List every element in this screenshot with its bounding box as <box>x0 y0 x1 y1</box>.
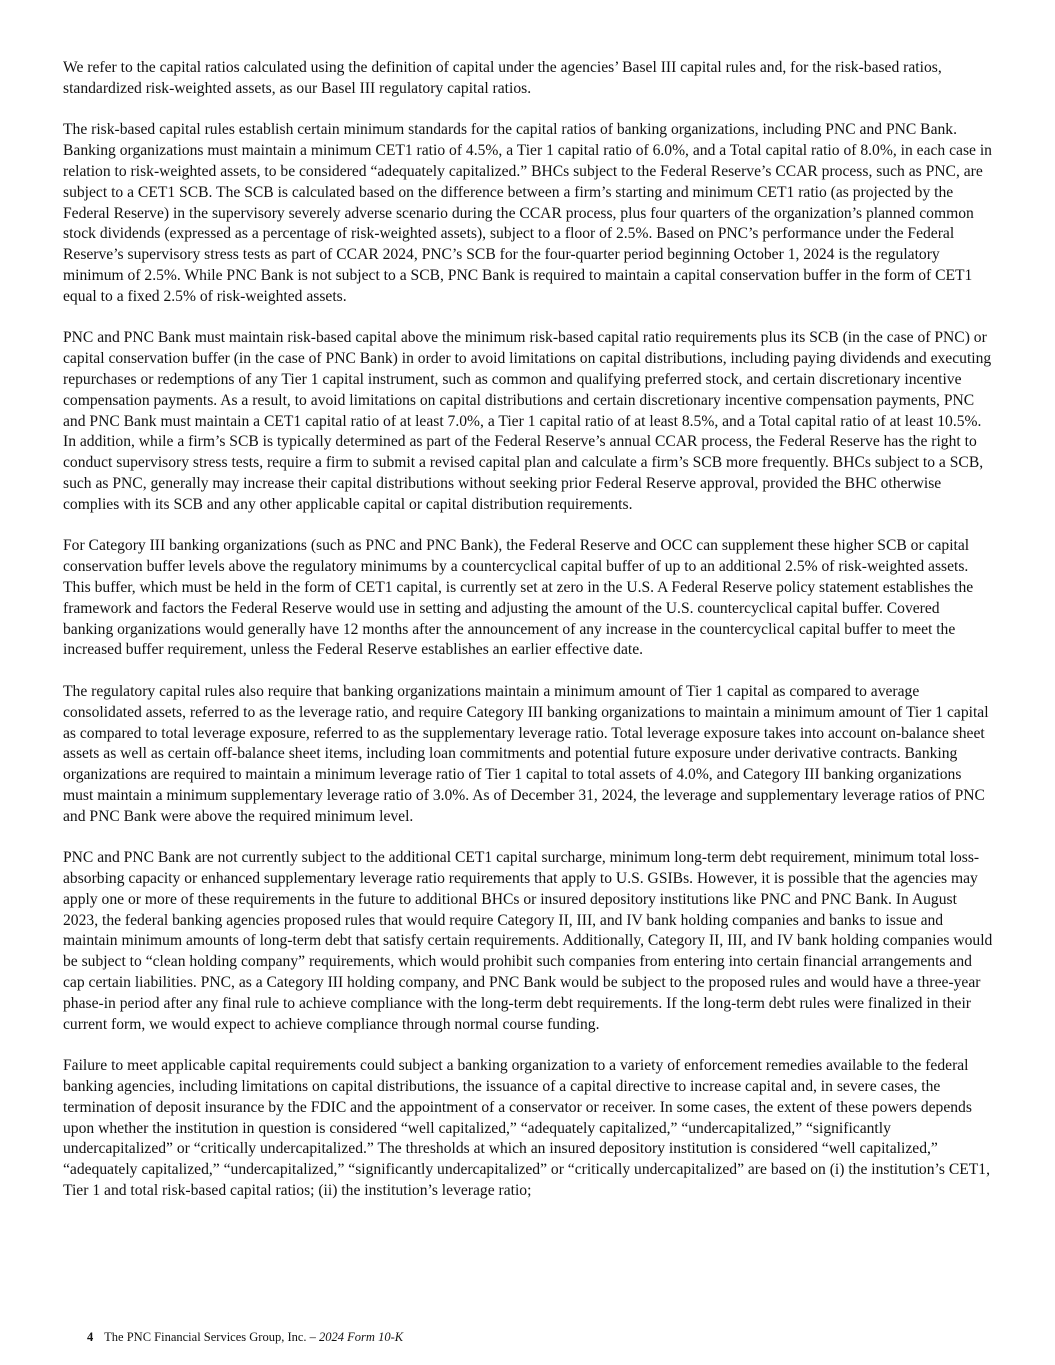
paragraph-capital-distribution-limits: PNC and PNC Bank must maintain risk-based capital above the minimum risk-based capital ratio requirements plus its SCB (in the case of PNC) or capital conservation buffer (in the case of PNC Bank) in order to avoid limitations on capital distributions, including paying dividends and executing repurchases or redemptions of any Tier 1 capital instrument, such as common and qualifying preferred stock, and certain discretionary incentive compensation payments. As a result, to avoid limitations on capital distributions and certain discretionary incentive compensation payments, PNC and PNC Bank must maintain a CET1 capital ratio of at least 7.0%, a Tier 1 capital ratio of at least 8.5%, and a Total capital ratio of at least 10.5%. In addition, while a firm’s SCB is typically determined as part of the Federal Reserve’s annual CCAR process, the Federal Reserve has the right to conduct supervisory stress tests, require a firm to submit a revised capital plan and calculate a firm’s SCB more frequently. BHCs subject to a SCB, such as PNC, generally may increase their capital distributions without seeking prior Federal Reserve approval, provided the BHC otherwise complies with its SCB and any other applicable capital or capital distribution requirements. <box>63 329 992 513</box>
paragraph-countercyclical-buffer: For Category III banking organizations (such as PNC and PNC Bank), the Federal Reserve and OCC can supplement these higher SCB or capital conservation buffer levels above the regulatory minimums by a countercyclical capital buffer of up to an additional 2.5% of risk-weighted assets. This buffer, which must be held in the form of CET1 capital, is currently set at zero in the U.S. A Federal Reserve policy statement establishes the framework and factors the Federal Reserve would use in setting and adjusting the amount of the U.S. countercyclical capital buffer. Covered banking organizations would generally have 12 months after the announcement of any increase in the countercyclical capital buffer to meet the increased buffer requirement, unless the Federal Reserve establishes an earlier effective date. <box>63 537 974 659</box>
document-body <box>63 58 993 1223</box>
paragraph-capital-ratios-definition: We refer to the capital ratios calculated using the definition of capital under the agencies’ Basel III capital rules and, for the risk-based ratios, standardized risk-weighted assets, as our Basel III regulatory capital ratios. <box>63 59 942 97</box>
paragraph-enforcement-remedies: Failure to meet applicable capital requirements could subject a banking organization to a variety of enforcement remedies available to the federal banking agencies, including limitations on capital distributions, the issuance of a capital directive to increase capital and, in severe cases, the termination of deposit insurance by the FDIC and the appointment of a conservator or receiver. In some cases, the extent of these powers depends upon whether the institution in question is considered “well capitalized,” “adequately capitalized,” “undercapitalized,” “significantly undercapitalized” or “critically undercapitalized.” The thresholds at which an insured depository institution is considered “well capitalized,” “adequately capitalized,” “undercapitalized,” “significantly undercapitalized” or “critically undercapitalized” are based on (i) the institution’s CET1, Tier 1 and total risk-based capital ratios; (ii) the institution’s leverage ratio; <box>63 1057 990 1200</box>
paragraph-leverage-ratio: The regulatory capital rules also require that banking organizations maintain a minimum amount of Tier 1 capital as compared to average consolidated assets, referred to as the leverage ratio, and require Category III banking organizations to maintain a minimum amount of Tier 1 capital as compared to total leverage exposure, referred to as the supplementary leverage ratio. Total leverage exposure takes into account on-balance sheet assets as well as certain off-balance sheet items, including loan commitments and potential future exposure under derivative contracts. Banking organizations are required to maintain a minimum leverage ratio of Tier 1 capital to total assets of 4.0%, and Category III banking organizations must maintain a minimum supplementary leverage ratio of 3.0%. As of December 31, 2024, the leverage and supplementary leverage ratios of PNC and PNC Bank were above the required minimum level. <box>63 682 989 825</box>
footer-form-name: 2024 Form 10-K <box>319 1330 404 1344</box>
paragraph-risk-based-capital-rules: The risk-based capital rules establish certain minimum standards for the capital ratios of banking organizations, including PNC and PNC Bank. Banking organizations must maintain a minimum CET1 ratio of 4.5%, a Tier 1 capital ratio of 6.0%, and a Total capital ratio of 8.0%, in each case in relation to risk-weighted assets, to be considered “adequately capitalized.” BHCs subject to the Federal Reserve’s CCAR process, such as PNC, are subject to a CET1 SCB. The SCB is calculated based on the difference between a firm’s starting and minimum CET1 ratio (as projected by the Federal Reserve) in the supervisory severely adverse scenario during the CCAR process, plus four quarters of the organization’s planned common stock dividends (expressed as a percentage of risk-weighted assets), subject to a floor of 2.5%. Based on PNC’s performance under the Federal Reserve’s supervisory stress tests as part of CCAR 2024, PNC’s SCB for the four-quarter period beginning October 1, 2024 is the regulatory minimum of 2.5%. While PNC Bank is not subject to a SCB, PNC Bank is required to maintain a capital conservation buffer in the form of CET1 equal to a fixed 2.5% of risk-weighted assets. <box>63 121 992 305</box>
page-footer <box>87 1329 403 1345</box>
footer-company-name: The PNC Financial Services Group, Inc. – <box>104 1330 316 1344</box>
paragraph-gsib-requirements: PNC and PNC Bank are not currently subject to the additional CET1 capital surcharge, minimum long-term debt requirement, minimum total loss-absorbing capacity or enhanced supplementary leverage ratio requirements that apply to U.S. GSIBs. However, it is possible that the agencies may apply one or more of these requirements in the future to additional BHCs or insured depository institutions like PNC and PNC Bank. In August 2023, the federal banking agencies proposed rules that would require Category II, III, and IV bank holding companies and banks to issue and maintain minimum amounts of long-term debt that satisfy certain requirements. Additionally, Category II, III, and IV bank holding companies would be subject to “clean holding company” requirements, which would prohibit such companies from entering into certain financial arrangements and cap certain liabilities. PNC, as a Category III holding company, and PNC Bank would be subject to the proposed rules and would have a three-year phase-in period after any final rule to achieve compliance with the long-term debt requirements. If the long-term debt rules were finalized in their current form, we would expect to achieve compliance through normal course funding. <box>63 849 993 1033</box>
page-number: 4 <box>87 1330 94 1344</box>
